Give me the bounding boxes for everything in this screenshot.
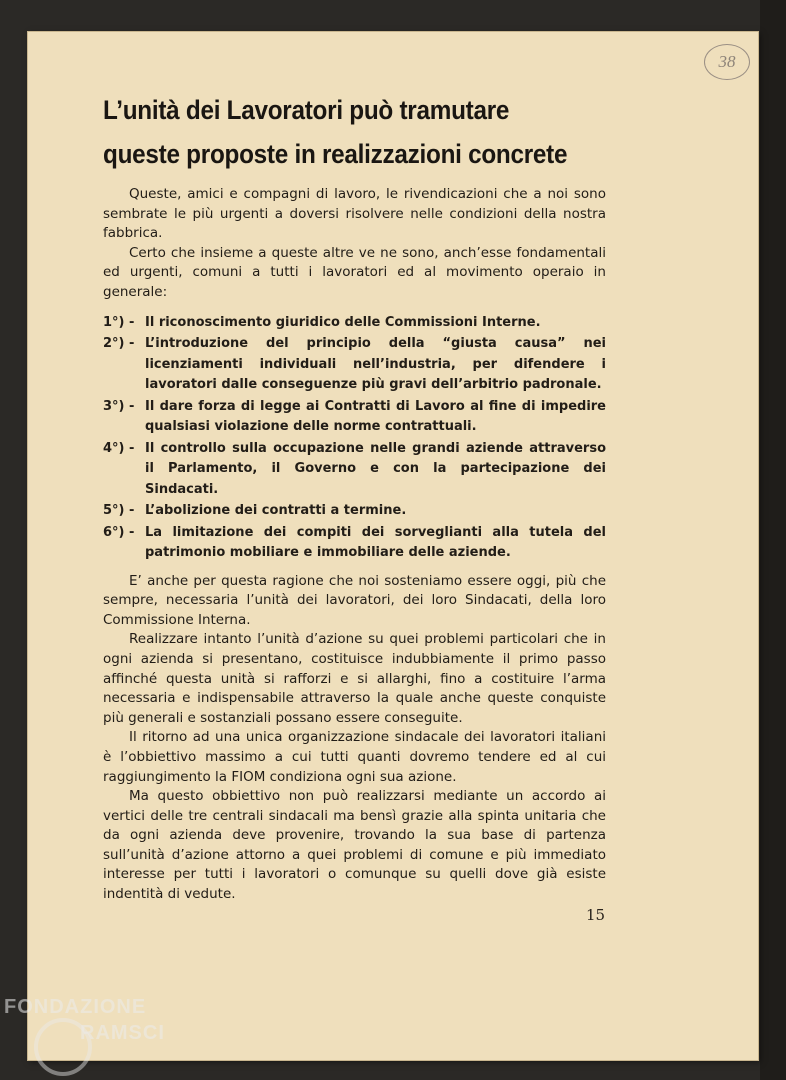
list-item (103, 501, 606, 522)
list-item-text: Il riconoscimento giuridico delle Commissioni Interne. (145, 314, 541, 330)
page-number: 15 (586, 906, 606, 924)
list-item (103, 334, 606, 396)
list-item (103, 397, 606, 438)
list-item-text: La limitazione dei compiti dei sorveglianti alla tutela del patrimonio mobiliare e immobiliare delle aziende. (145, 524, 606, 561)
paragraph: Ma questo obbiettivo non può realizzarsi mediante un accordo ai vertici delle tre centrali sindacali ma bensì grazie alla spinta unitaria che da ogni azienda deve provenire, trovando la sua base di partenza sull’unità d’azione attorno a quei problemi di comune e più immediato interesse per tutti i lavoratori o comunque su quelli dove già esiste indentità di vedute. (103, 788, 606, 903)
list-item-number: 2°) - (103, 336, 135, 352)
list-item (103, 439, 606, 501)
page-title: L’unità dei Lavoratori può tramutare queste proposte in realizzazioni concrete (103, 95, 568, 169)
paragraph: Certo che insieme a queste altre ve ne sono, anch’esse fondamentali ed urgenti, comuni a tutti i lavoratori ed al movimento operaio in generale: (103, 244, 606, 300)
list-item-number: 6°) - (103, 524, 135, 540)
paragraph: Il ritorno ad una unica organizzazione sindacale dei lavoratori italiani è l’obbiettivo massimo a cui tutti quanti dovremo tendere ed al cui raggiungimento la FIOM condiziona ogni sua azione. (103, 729, 606, 785)
archive-number-mark: 38 (704, 44, 750, 80)
list-item-number: 3°) - (103, 398, 135, 414)
archive-watermark (4, 992, 204, 1074)
paragraph: Realizzare intanto l’unità d’azione su quei problemi particolari che in ogni azienda si presentano, costituisce indubbiamente il primo passo affinché questa unità si rafforzi e si allarghi, fino a costituire l’arma necessaria e indispensabile attraverso la quale anche queste conquiste più generali e sostanziali possano essere conseguite. (103, 631, 606, 726)
body-text (103, 185, 606, 905)
paragraph: E’ anche per questa ragione che noi sosteniamo essere oggi, più che sempre, necessaria l’unità dei lavoratori, dei loro Sindacati, della loro Commissione Interna. (103, 572, 606, 628)
list-item-number: 1°) - (103, 314, 135, 330)
list-item (103, 523, 606, 564)
scanner-edge (760, 0, 786, 1080)
list-item-text: L’introduzione del principio della “giusta causa” nei licenziamenti individuali nell’industria, per difendere i lavoratori dalle conseguenze più gravi dell’arbitrio padronale. (145, 336, 606, 393)
watermark-line-1: FONDAZIONE (4, 996, 147, 1018)
demands-list (103, 313, 606, 564)
watermark-line-2: RAMSCI (80, 1022, 165, 1044)
list-item-text: Il controllo sulla occupazione nelle grandi aziende attraverso il Parlamento, il Governo e con la partecipazione dei Sindacati. (145, 440, 606, 497)
list-item-text: L’abolizione dei contratti a termine. (145, 503, 407, 519)
list-item (103, 313, 606, 334)
list-item-number: 4°) - (103, 440, 135, 456)
list-item-text: Il dare forza di legge ai Contratti di Lavoro al fine di impedire qualsiasi violazione delle norme contrattuali. (145, 398, 606, 435)
list-item-number: 5°) - (103, 503, 135, 519)
paragraph: Queste, amici e compagni di lavoro, le rivendicazioni che a noi sono sembrate le più urgenti a doversi risolvere nelle condizioni della nostra fabbrica. (103, 186, 606, 242)
